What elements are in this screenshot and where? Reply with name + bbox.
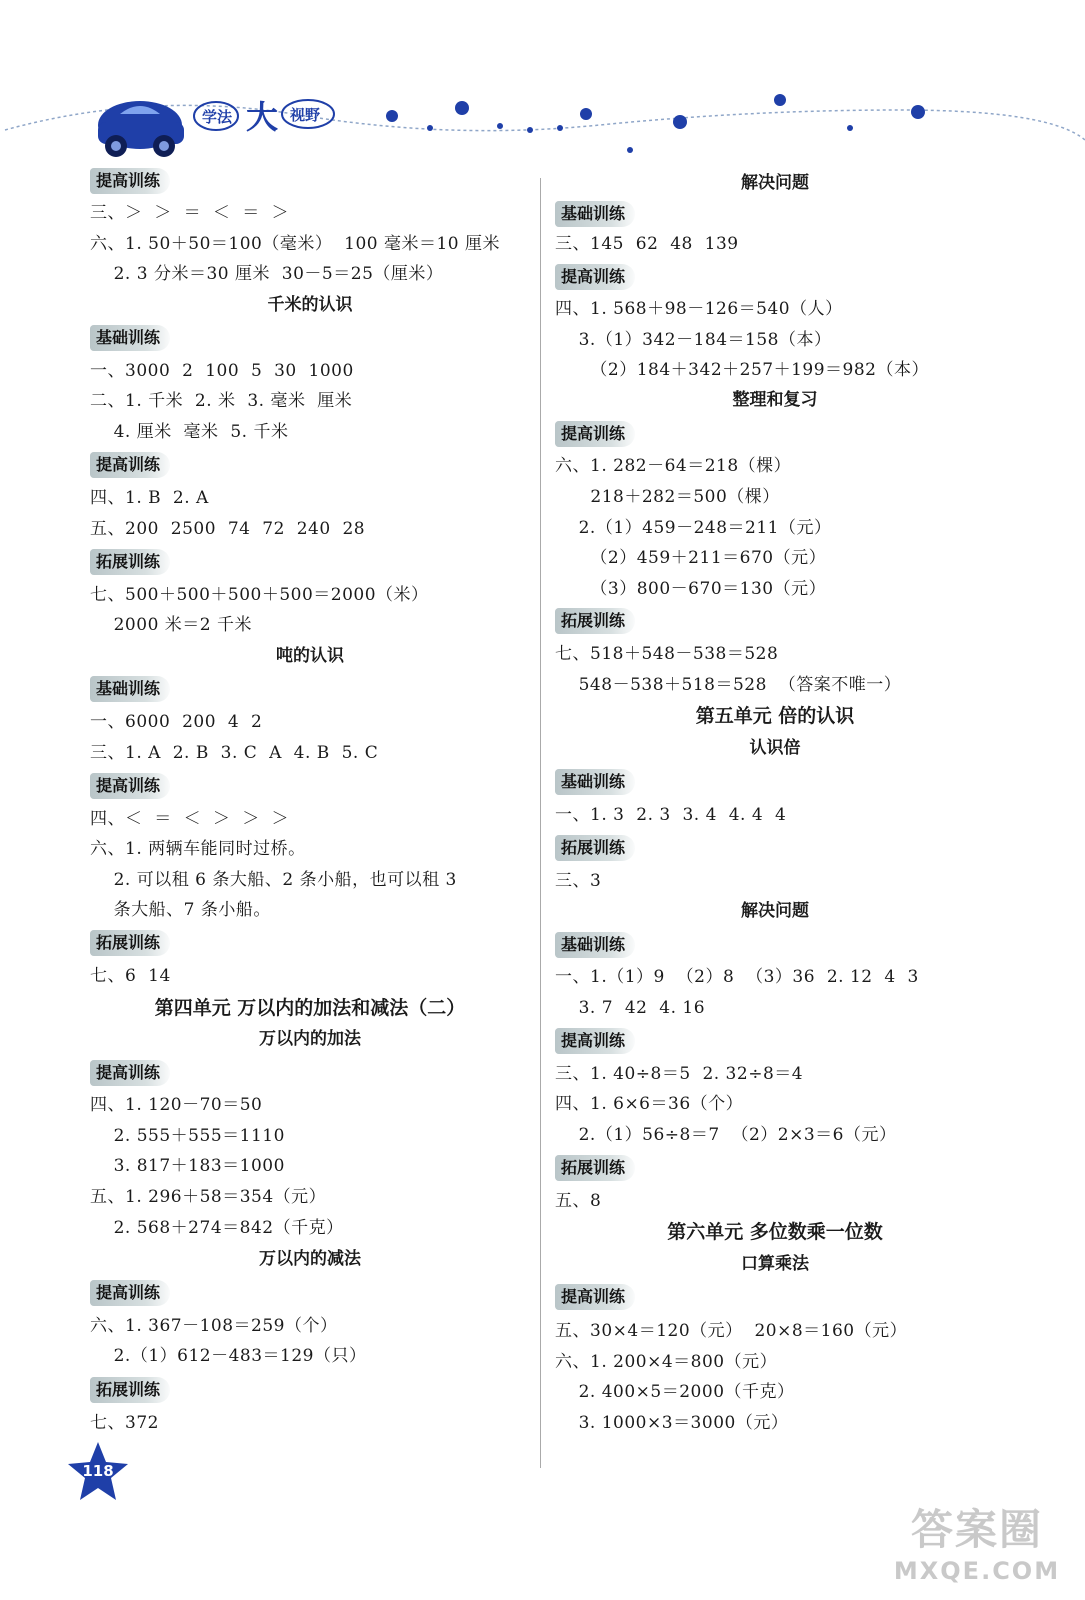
section-badge: 提高训练 — [90, 1280, 170, 1306]
answer-line: 四、1. 6×6＝36（个） — [555, 1094, 744, 1114]
answer-line: 2000 米＝2 千米 — [90, 615, 253, 635]
section-heading: 解决问题 — [741, 901, 809, 921]
answer-line: （2）184＋342＋257＋199＝982（本） — [555, 360, 929, 380]
answer-line: 六、1. 两辆车能同时过桥。 — [90, 839, 306, 859]
unit-heading: 第四单元 万以内的加法和减法（二） — [154, 997, 466, 1019]
watermark-logo-text: 答案圈 — [910, 1505, 1043, 1554]
answer-line: 七、372 — [90, 1413, 159, 1433]
section-heading: 认识倍 — [749, 738, 801, 758]
watermark — [887, 1504, 1067, 1594]
page-number: 118 — [82, 1462, 114, 1480]
section-badge: 拓展训练 — [555, 1155, 635, 1181]
section-badge: 提高训练 — [555, 421, 635, 447]
answer-line: 五、1. 296＋58＝354（元） — [90, 1187, 327, 1207]
answer-line: 四、＜ ＝ ＜ ＞ ＞ ＞ — [90, 809, 290, 829]
logo-text — [194, 98, 334, 136]
svg-text:大: 大 — [246, 98, 279, 136]
section-badge: 基础训练 — [90, 676, 170, 702]
answer-line: 2. 可以租 6 条大船、2 条小船，也可以租 3 — [90, 870, 457, 890]
answer-line: （2）459＋211＝670（元） — [555, 548, 827, 568]
answer-line: 七、518＋548－538＝528 — [555, 644, 779, 664]
section-badge: 拓展训练 — [555, 608, 635, 634]
section-heading: 解决问题 — [741, 173, 809, 193]
svg-text:视野: 视野 — [290, 106, 321, 124]
section-badge: 提高训练 — [90, 773, 170, 799]
sparkle-decorations — [386, 94, 925, 153]
section-badge: 提高训练 — [555, 1028, 635, 1054]
answer-line: 六、1. 367－108＝259（个） — [90, 1316, 338, 1336]
answer-line: 一、3000 2 100 5 30 1000 — [90, 361, 354, 381]
answer-line: 一、6000 200 4 2 — [90, 712, 263, 732]
section-badge: 基础训练 — [555, 932, 635, 958]
answer-line: 条大船、7 条小船。 — [90, 900, 271, 920]
answer-line: 六、1. 282－64＝218（棵） — [555, 456, 792, 476]
answer-line: 4. 厘米 毫米 5. 千米 — [90, 422, 289, 442]
section-badge: 提高训练 — [90, 168, 170, 194]
answer-line: 六、1. 200×4＝800（元） — [555, 1352, 778, 1372]
answer-line: 一、1. 3 2. 3 3. 4 4. 4 4 — [555, 805, 787, 825]
answer-line: 四、1. 568＋98－126＝540（人） — [555, 299, 843, 319]
section-badge: 提高训练 — [555, 264, 635, 290]
answer-line: 2.（1）56÷8＝7 （2）2×3＝6（元） — [555, 1125, 897, 1145]
section-badge: 提高训练 — [555, 1284, 635, 1310]
section-badge: 拓展训练 — [90, 930, 170, 956]
answer-line: 3. 817＋183＝1000 — [90, 1156, 285, 1176]
section-heading: 千米的认识 — [267, 295, 353, 315]
section-badge: 拓展训练 — [90, 549, 170, 575]
answer-line: 四、1. 120－70＝50 — [90, 1095, 263, 1115]
watermark-url: MXQE.COM — [893, 1557, 1061, 1585]
answer-line: 三、145 62 48 139 — [555, 234, 739, 254]
answer-line: 3.（1）342－184＝158（本） — [555, 330, 832, 350]
section-badge: 拓展训练 — [90, 1377, 170, 1403]
answer-line: 2.（1）459－248＝211（元） — [555, 518, 832, 538]
answer-line: 三、3 — [555, 871, 602, 891]
answer-line: 六、1. 50＋50＝100（毫米） 100 毫米＝10 厘米 — [90, 234, 501, 254]
svg-text:学法: 学法 — [202, 108, 233, 126]
section-badge: 提高训练 — [90, 1060, 170, 1086]
answer-line: 三、1. A 2. B 3. C A 4. B 5. C — [90, 743, 379, 763]
answer-line: 七、6 14 — [90, 966, 171, 986]
section-heading: 口算乘法 — [741, 1254, 809, 1274]
section-badge: 基础训练 — [90, 325, 170, 351]
section-heading: 吨的认识 — [276, 646, 344, 666]
answer-line: 三、＞ ＞ ＝ ＜ ＝ ＞ — [90, 203, 290, 223]
section-heading: 整理和复习 — [732, 390, 818, 410]
section-badge: 基础训练 — [555, 201, 635, 227]
answer-line: 3. 7 42 4. 16 — [555, 998, 706, 1018]
header-banner — [0, 70, 1085, 180]
section-badge: 基础训练 — [555, 769, 635, 795]
answer-line: 二、1. 千米 2. 米 3. 毫米 厘米 — [90, 391, 353, 411]
answer-line: 四、1. B 2. A — [90, 488, 209, 508]
answer-line: 2. 555＋555＝1110 — [90, 1126, 285, 1146]
car-icon — [98, 101, 184, 157]
answer-line: 七、500＋500＋500＋500＝2000（米） — [90, 585, 429, 605]
answer-line: 218＋282＝500（棵） — [555, 487, 780, 507]
section-badge: 拓展训练 — [555, 835, 635, 861]
answer-line: 一、1.（1）9 （2）8 （3）36 2. 12 4 3 — [555, 967, 919, 987]
section-heading: 万以内的减法 — [259, 1249, 361, 1269]
answer-line: 2. 400×5＝2000（千克） — [555, 1382, 795, 1402]
answer-line: 三、1. 40÷8＝5 2. 32÷8＝4 — [555, 1064, 804, 1084]
column-divider — [540, 178, 541, 1468]
section-badge: 提高训练 — [90, 452, 170, 478]
section-heading: 万以内的加法 — [259, 1029, 361, 1049]
answer-line: 2. 3 分米＝30 厘米 30－5＝25（厘米） — [90, 264, 444, 284]
answer-line: 548－538＋518＝528 （答案不唯一） — [555, 675, 902, 695]
answer-line: 五、8 — [555, 1191, 602, 1211]
unit-heading: 第六单元 多位数乘一位数 — [667, 1221, 883, 1243]
answer-line: 3. 1000×3＝3000（元） — [555, 1413, 789, 1433]
unit-heading: 第五单元 倍的认识 — [695, 705, 855, 727]
answer-line: 五、30×4＝120（元） 20×8＝160（元） — [555, 1321, 908, 1341]
answer-line: 2.（1）612－483＝129（只） — [90, 1346, 367, 1366]
answer-line: 2. 568＋274＝842（千克） — [90, 1218, 344, 1238]
answer-line: （3）800－670＝130（元） — [555, 579, 827, 599]
answer-line: 五、200 2500 74 72 240 28 — [90, 519, 366, 539]
